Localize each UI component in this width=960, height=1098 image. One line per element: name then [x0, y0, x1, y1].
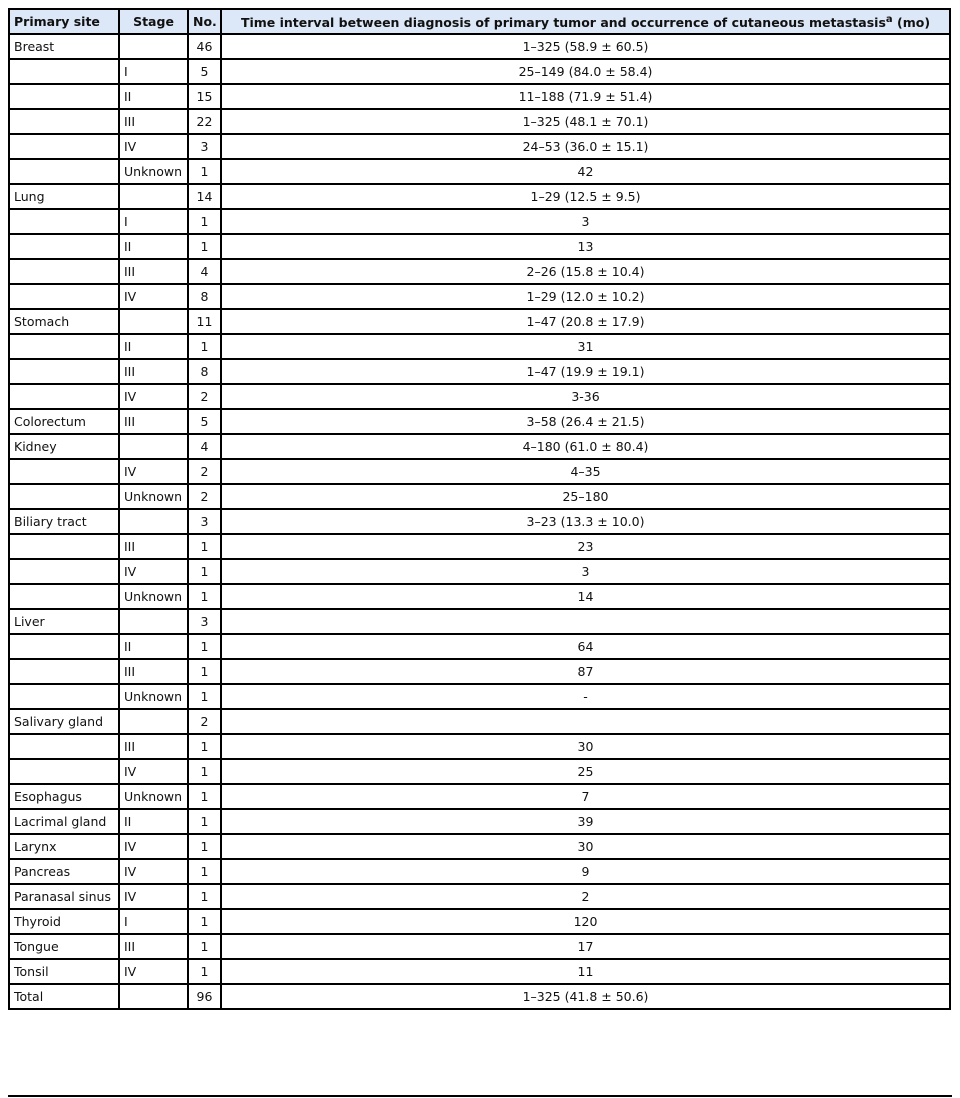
cell-number: 8	[188, 284, 221, 309]
cell-primary-site	[9, 584, 119, 609]
cell-stage	[119, 709, 188, 734]
cell-number: 1	[188, 634, 221, 659]
cell-stage	[119, 184, 188, 209]
table-row	[9, 234, 950, 259]
table-row	[9, 984, 950, 1009]
cell-number: 1	[188, 209, 221, 234]
cell-primary-site	[9, 684, 119, 709]
cell-stage: IV	[119, 384, 188, 409]
cell-primary-site: Stomach	[9, 309, 119, 334]
cell-primary-site: Tongue	[9, 934, 119, 959]
cell-primary-site	[9, 334, 119, 359]
cell-number: 5	[188, 59, 221, 84]
cell-time-interval: 1–325 (58.9 ± 60.5)	[221, 34, 950, 59]
cell-time-interval: 9	[221, 859, 950, 884]
cell-stage: Unknown	[119, 159, 188, 184]
cell-number: 14	[188, 184, 221, 209]
cell-stage: III	[119, 934, 188, 959]
cell-primary-site	[9, 209, 119, 234]
cell-number: 1	[188, 584, 221, 609]
header-stage: Stage	[119, 9, 188, 34]
cell-time-interval: 3	[221, 559, 950, 584]
table-row	[9, 809, 950, 834]
table-row	[9, 934, 950, 959]
cell-stage: II	[119, 234, 188, 259]
cell-stage: III	[119, 734, 188, 759]
cell-primary-site	[9, 234, 119, 259]
cell-time-interval: 11–188 (71.9 ± 51.4)	[221, 84, 950, 109]
cell-number: 4	[188, 259, 221, 284]
cell-stage: IV	[119, 459, 188, 484]
table-row	[9, 584, 950, 609]
table-row	[9, 834, 950, 859]
table-row	[9, 534, 950, 559]
table-row	[9, 884, 950, 909]
cell-time-interval: 24–53 (36.0 ± 15.1)	[221, 134, 950, 159]
cell-time-interval: 30	[221, 734, 950, 759]
cell-primary-site: Larynx	[9, 834, 119, 859]
cell-primary-site	[9, 259, 119, 284]
cell-number: 2	[188, 484, 221, 509]
cell-number: 1	[188, 559, 221, 584]
cell-time-interval: 25–180	[221, 484, 950, 509]
cell-primary-site	[9, 459, 119, 484]
cell-time-interval: 1–325 (48.1 ± 70.1)	[221, 109, 950, 134]
table-row	[9, 184, 950, 209]
cell-number: 1	[188, 159, 221, 184]
cell-stage: III	[119, 409, 188, 434]
cell-primary-site: Total	[9, 984, 119, 1009]
cell-primary-site: Paranasal sinus	[9, 884, 119, 909]
cell-stage: Unknown	[119, 684, 188, 709]
cell-primary-site: Tonsil	[9, 959, 119, 984]
table-row	[9, 59, 950, 84]
cell-number: 2	[188, 384, 221, 409]
cell-time-interval: 23	[221, 534, 950, 559]
cell-number: 1	[188, 834, 221, 859]
cell-number: 1	[188, 659, 221, 684]
cell-number: 1	[188, 809, 221, 834]
cell-time-interval: 4–180 (61.0 ± 80.4)	[221, 434, 950, 459]
cell-time-interval: 120	[221, 909, 950, 934]
cell-primary-site: Thyroid	[9, 909, 119, 934]
cell-number: 3	[188, 509, 221, 534]
table-row	[9, 359, 950, 384]
cell-time-interval: 3	[221, 209, 950, 234]
cell-stage: II	[119, 334, 188, 359]
cell-number: 3	[188, 134, 221, 159]
cell-primary-site: Lacrimal gland	[9, 809, 119, 834]
cell-primary-site	[9, 359, 119, 384]
cell-number: 1	[188, 759, 221, 784]
cell-primary-site: Liver	[9, 609, 119, 634]
cell-time-interval: 7	[221, 784, 950, 809]
table-row	[9, 759, 950, 784]
cell-number: 1	[188, 334, 221, 359]
cell-stage	[119, 34, 188, 59]
cell-stage: III	[119, 259, 188, 284]
cell-stage: Unknown	[119, 584, 188, 609]
cell-number: 1	[188, 884, 221, 909]
table-row	[9, 509, 950, 534]
header-time-interval	[221, 9, 950, 34]
table-row	[9, 459, 950, 484]
table-row	[9, 384, 950, 409]
cell-number: 5	[188, 409, 221, 434]
cell-primary-site	[9, 134, 119, 159]
cell-primary-site: Esophagus	[9, 784, 119, 809]
table-row	[9, 134, 950, 159]
cell-stage	[119, 309, 188, 334]
cell-primary-site: Lung	[9, 184, 119, 209]
cell-time-interval: 42	[221, 159, 950, 184]
table-row	[9, 109, 950, 134]
cell-stage: I	[119, 59, 188, 84]
cell-stage: IV	[119, 284, 188, 309]
cell-stage: III	[119, 109, 188, 134]
cell-stage	[119, 984, 188, 1009]
cell-primary-site: Pancreas	[9, 859, 119, 884]
cell-time-interval: -	[221, 684, 950, 709]
table-row	[9, 409, 950, 434]
table-row	[9, 634, 950, 659]
cell-time-interval	[221, 709, 950, 734]
cell-primary-site	[9, 484, 119, 509]
cell-primary-site	[9, 109, 119, 134]
cell-primary-site	[9, 84, 119, 109]
header-time-interval-unit: (mo)	[892, 14, 931, 30]
cell-stage: II	[119, 634, 188, 659]
cell-time-interval	[221, 609, 950, 634]
table-row	[9, 309, 950, 334]
header-primary-site: Primary site	[9, 9, 119, 34]
cell-time-interval: 4–35	[221, 459, 950, 484]
cell-time-interval: 25	[221, 759, 950, 784]
table-row	[9, 659, 950, 684]
cell-stage: IV	[119, 859, 188, 884]
cell-stage: IV	[119, 834, 188, 859]
cell-stage: IV	[119, 884, 188, 909]
cell-stage: III	[119, 659, 188, 684]
cell-number: 11	[188, 309, 221, 334]
cell-number: 1	[188, 684, 221, 709]
cell-number: 22	[188, 109, 221, 134]
table-row	[9, 784, 950, 809]
cell-primary-site	[9, 634, 119, 659]
cell-number: 46	[188, 34, 221, 59]
cell-primary-site: Breast	[9, 34, 119, 59]
cell-primary-site	[9, 534, 119, 559]
table-row	[9, 434, 950, 459]
cell-number: 4	[188, 434, 221, 459]
cell-stage: IV	[119, 759, 188, 784]
cell-primary-site: Colorectum	[9, 409, 119, 434]
table-row	[9, 684, 950, 709]
cell-time-interval: 14	[221, 584, 950, 609]
cell-stage: IV	[119, 134, 188, 159]
cell-stage: Unknown	[119, 484, 188, 509]
cell-time-interval: 3–58 (26.4 ± 21.5)	[221, 409, 950, 434]
cell-time-interval: 87	[221, 659, 950, 684]
cell-time-interval: 1–47 (19.9 ± 19.1)	[221, 359, 950, 384]
cell-stage: I	[119, 909, 188, 934]
table-row	[9, 34, 950, 59]
cell-stage	[119, 509, 188, 534]
cell-time-interval: 3–23 (13.3 ± 10.0)	[221, 509, 950, 534]
header-row	[9, 9, 950, 34]
cell-stage: IV	[119, 959, 188, 984]
table-row	[9, 909, 950, 934]
header-number: No.	[188, 9, 221, 34]
cell-number: 2	[188, 459, 221, 484]
table-row	[9, 84, 950, 109]
cell-number: 1	[188, 909, 221, 934]
cell-time-interval: 1–47 (20.8 ± 17.9)	[221, 309, 950, 334]
cell-primary-site	[9, 734, 119, 759]
cell-stage: III	[119, 534, 188, 559]
footnote-marker: a	[885, 13, 893, 25]
table-row	[9, 334, 950, 359]
table-bottom-rule	[8, 1095, 952, 1097]
cell-primary-site	[9, 659, 119, 684]
cell-number: 1	[188, 859, 221, 884]
cell-number: 3	[188, 609, 221, 634]
cell-number: 8	[188, 359, 221, 384]
table-row	[9, 159, 950, 184]
table-row	[9, 734, 950, 759]
cell-time-interval: 1–29 (12.0 ± 10.2)	[221, 284, 950, 309]
cell-primary-site: Kidney	[9, 434, 119, 459]
cell-primary-site	[9, 59, 119, 84]
table-row	[9, 559, 950, 584]
cell-time-interval: 25–149 (84.0 ± 58.4)	[221, 59, 950, 84]
cell-primary-site	[9, 159, 119, 184]
cell-number: 1	[188, 959, 221, 984]
header-time-interval-text: Time interval between diagnosis of primary tumor and occurrence of cutaneous metastasis	[240, 14, 886, 30]
table-header	[9, 9, 950, 34]
cell-stage	[119, 609, 188, 634]
cell-time-interval: 13	[221, 234, 950, 259]
table-row	[9, 284, 950, 309]
cell-number: 2	[188, 709, 221, 734]
table-row	[9, 484, 950, 509]
cell-primary-site	[9, 384, 119, 409]
table-row	[9, 609, 950, 634]
cell-time-interval: 64	[221, 634, 950, 659]
cell-stage: II	[119, 84, 188, 109]
cell-time-interval: 39	[221, 809, 950, 834]
cell-number: 15	[188, 84, 221, 109]
cell-time-interval: 11	[221, 959, 950, 984]
cell-time-interval: 17	[221, 934, 950, 959]
cell-primary-site	[9, 559, 119, 584]
table-row	[9, 209, 950, 234]
cell-number: 1	[188, 734, 221, 759]
cell-time-interval: 1–29 (12.5 ± 9.5)	[221, 184, 950, 209]
cell-time-interval: 30	[221, 834, 950, 859]
cell-number: 1	[188, 534, 221, 559]
cell-stage	[119, 434, 188, 459]
cell-primary-site	[9, 759, 119, 784]
cell-number: 1	[188, 934, 221, 959]
cell-stage: III	[119, 359, 188, 384]
cell-number: 96	[188, 984, 221, 1009]
cell-time-interval: 1–325 (41.8 ± 50.6)	[221, 984, 950, 1009]
cell-primary-site: Biliary tract	[9, 509, 119, 534]
cell-time-interval: 31	[221, 334, 950, 359]
cell-stage: IV	[119, 559, 188, 584]
cell-stage: Unknown	[119, 784, 188, 809]
cell-stage: I	[119, 209, 188, 234]
cell-number: 1	[188, 784, 221, 809]
table-row	[9, 859, 950, 884]
table-row	[9, 709, 950, 734]
table-body	[9, 34, 950, 1009]
cell-time-interval: 2–26 (15.8 ± 10.4)	[221, 259, 950, 284]
cell-time-interval: 2	[221, 884, 950, 909]
cell-primary-site	[9, 284, 119, 309]
table-row	[9, 259, 950, 284]
cell-time-interval: 3-36	[221, 384, 950, 409]
cell-stage: II	[119, 809, 188, 834]
cell-number: 1	[188, 234, 221, 259]
cell-primary-site: Salivary gland	[9, 709, 119, 734]
table-row	[9, 959, 950, 984]
metastasis-interval-table	[8, 8, 951, 1010]
